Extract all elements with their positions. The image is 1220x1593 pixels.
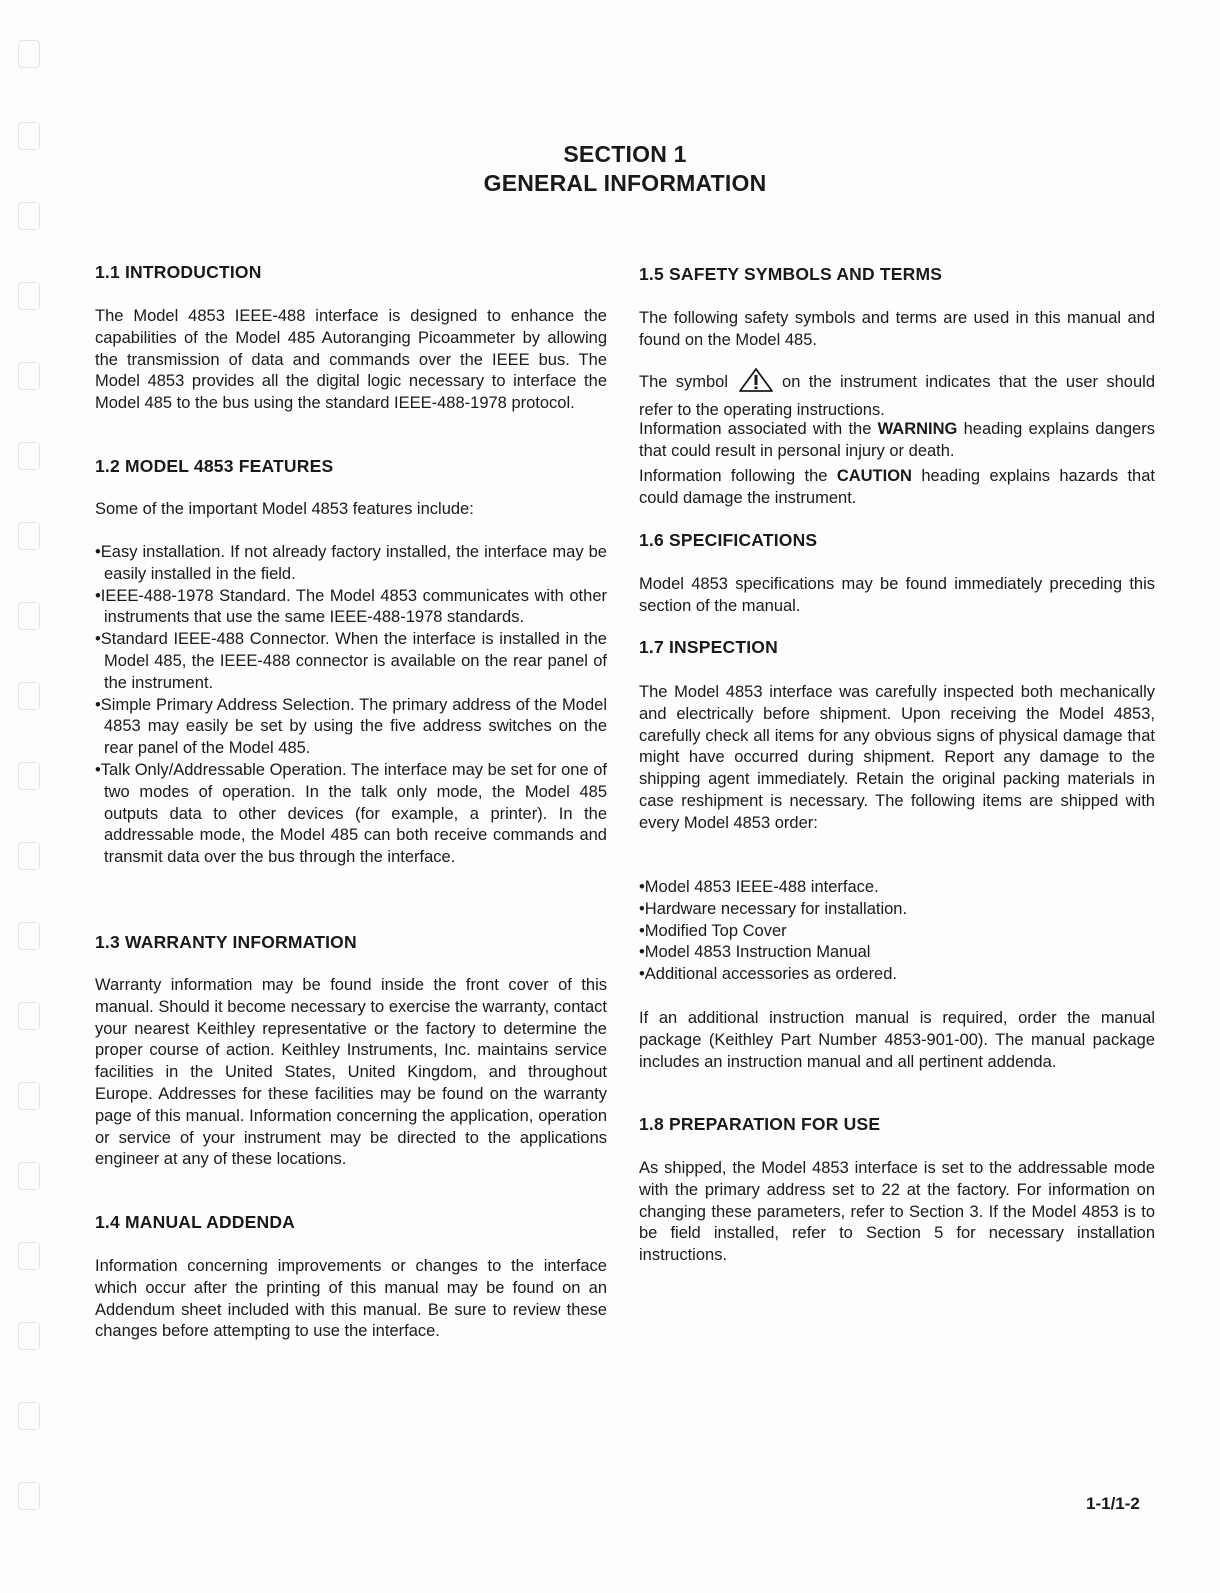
section-1-6-body: Model 4853 specifications may be found immediately preceding this section of the manual. bbox=[639, 575, 1155, 615]
section-1-4-body: Information concerning improvements or changes to the interface which occur after the printing of this manual may be found on an Addendum sheet included with this manual. Be sure to review these changes before attempting to use the interface. bbox=[95, 1257, 607, 1341]
symbol-text-post: on the instrument indicates that the user should refer to the operating instructions. bbox=[639, 373, 1155, 419]
section-1-1-heading: 1.1 INTRODUCTION bbox=[95, 262, 262, 282]
features-list bbox=[95, 542, 607, 869]
list-item: •Model 4853 Instruction Manual bbox=[639, 943, 871, 962]
section-1-7-closing: If an additional instruction manual is required, order the manual package (Keithley Part Number 4853-901-00). The manual package includes an instruction manual and all pertinent addenda. bbox=[639, 1009, 1155, 1071]
section-1-8-body: As shipped, the Model 4853 interface is set to the addressable mode with the primary address set to 22 at the factory. For information on changing these parameters, refer to Section 3. If the Model 4853 is to be field installed, refer to Section 5 for necessary installation instructions. bbox=[639, 1159, 1155, 1265]
section-1-7-heading: 1.7 INSPECTION bbox=[639, 637, 778, 657]
list-item: •Talk Only/Addressable Operation. The interface may be set for one of two modes of operation. In the talk only mode, the Model 485 outputs data to other devices (for example, a printer). In the addressable mode, the Model 485 can both receive commands and transmit data over the bus through the interface. bbox=[95, 760, 607, 867]
caution-term: CAUTION bbox=[836, 467, 912, 485]
section-1-3-heading: 1.3 WARRANTY INFORMATION bbox=[95, 932, 357, 952]
section-1-5-p1: The following safety symbols and terms are used in this manual and found on the Model 485. bbox=[639, 309, 1155, 349]
section-1-5-p4 bbox=[639, 466, 1155, 510]
section-1-3-body: Warranty information may be found inside the front cover of this manual. Should it become necessary to exercise the warranty, contact your nearest Keithley representative or the factory to determine the proper course of action. Keithley Instruments, Inc. maintains service facilities in the United States, United Kingdom, and throughout Europe. Addresses for these facilities may be found on the warranty page of this manual. Information concerning the application, operation or service of your instrument may be directed to the applications engineer at any of these locations. bbox=[95, 976, 607, 1169]
warning-triangle-icon bbox=[738, 367, 774, 400]
shipped-items-list bbox=[639, 877, 907, 986]
section-1-2-heading: 1.2 MODEL 4853 FEATURES bbox=[95, 456, 334, 476]
warning-text-post: heading explains dangers that could result in personal injury or death. bbox=[639, 420, 1155, 460]
list-item: •Modified Top Cover bbox=[639, 921, 787, 940]
section-1-5-p2 bbox=[639, 367, 1155, 422]
list-item: •IEEE-488-1978 Standard. The Model 4853 communicates with other instruments that use the same IEEE-488-1978 standards. bbox=[95, 586, 607, 627]
list-item: •Easy installation. If not already factory installed, the interface may be easily installed in the field. bbox=[95, 543, 607, 583]
page-number: 1-1/1-2 bbox=[1086, 1494, 1140, 1513]
list-item: •Additional accessories as ordered. bbox=[639, 965, 897, 984]
title-line-2: GENERAL INFORMATION bbox=[483, 170, 767, 196]
section-1-1-body: The Model 4853 IEEE-488 interface is designed to enhance the capabilities of the Model 485 Autoranging Picoammeter by allowing the transmission of data and commands over the IEEE bus. The Model 4853 provides all the digital logic necessary to interface the Model 485 to the bus using the standard IEEE-488-1978 protocol. bbox=[95, 307, 607, 413]
section-1-6-heading: 1.6 SPECIFICATIONS bbox=[639, 530, 818, 550]
warning-text-pre: Information associated with the bbox=[639, 420, 872, 438]
section-1-2-intro: Some of the important Model 4853 features include: bbox=[95, 500, 474, 518]
symbol-text-pre: The symbol bbox=[639, 373, 729, 391]
caution-text-pre: Information following the bbox=[639, 467, 828, 485]
list-item: •Model 4853 IEEE-488 interface. bbox=[639, 878, 879, 896]
section-1-8-heading: 1.8 PREPARATION FOR USE bbox=[639, 1114, 881, 1134]
section-1-5-p3 bbox=[639, 419, 1155, 463]
list-item: •Simple Primary Address Selection. The primary address of the Model 4853 may easily be set by using the five address switches on the rear panel of the Model 485. bbox=[95, 695, 607, 758]
title-line-1: SECTION 1 bbox=[563, 141, 687, 167]
caution-text-post: heading explains hazards that could damage the instrument. bbox=[639, 467, 1155, 507]
section-1-5-heading: 1.5 SAFETY SYMBOLS AND TERMS bbox=[639, 264, 943, 284]
warning-term: WARNING bbox=[877, 420, 958, 438]
list-item: •Standard IEEE-488 Connector. When the interface is installed in the Model 485, the IEEE-488 connector is available on the rear panel of the instrument. bbox=[95, 630, 607, 692]
section-1-4-heading: 1.4 MANUAL ADDENDA bbox=[95, 1212, 296, 1232]
list-item: •Hardware necessary for installation. bbox=[639, 899, 908, 918]
section-1-7-body: The Model 4853 interface was carefully inspected both mechanically and electrically before shipment. Upon receiving the Model 4853, carefully check all items for any obvious signs of physical damage that might have occurred during shipment. Report any damage to the shipping agent immediately. Retain the original packing materials in case reshipment is necessary. The following items are shipped with every Model 4853 order: bbox=[639, 683, 1155, 832]
page-title bbox=[0, 140, 1220, 198]
